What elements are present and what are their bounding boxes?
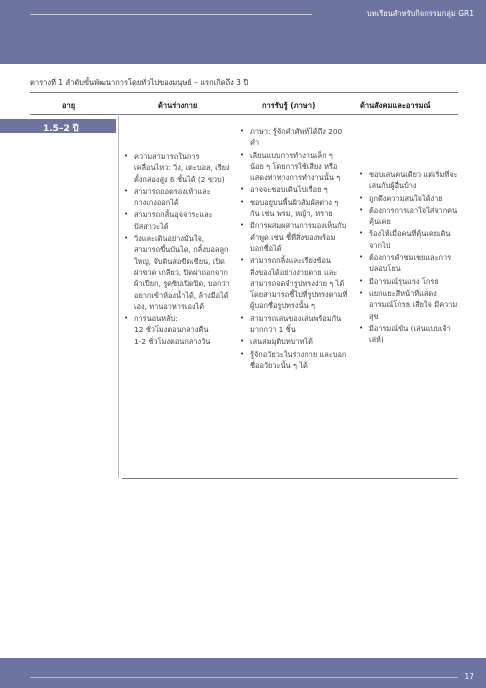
cognitive-item-text: ชอบอยู่บนพื้นผิวสัมผัสต่าง ๆ กัน เช่น พรม, หญ้า, ทราย — [250, 197, 339, 219]
physical-item-text: สามารถถอดรองเท้าและกางเกงออกได้ — [134, 186, 211, 208]
cognitive-list — [240, 126, 348, 372]
cognitive-item-text: เลียนแบบการทำงานเล็ก ๆ น้อย ๆ โดยการใช้เสียง หรือแสดงท่าทางการทำงานนั้น ๆ — [250, 150, 341, 183]
social-item-text: มีอารมณ์รุนแรง โกรธ — [369, 276, 439, 286]
social-item — [359, 288, 459, 322]
physical-item — [124, 313, 230, 347]
cognitive-item — [240, 126, 348, 149]
social-item — [359, 276, 459, 287]
cognitive-item — [240, 349, 348, 372]
social-item-text: ชอบเล่นคนเดียว แต่เริ่มที่จะเล่นกับผู้อื่นบ้าง — [369, 170, 458, 191]
cognitive-item — [240, 197, 348, 220]
physical-item — [124, 209, 230, 232]
social-item — [359, 205, 459, 228]
physical-item — [124, 151, 230, 185]
header-physical: ด้านร่างกาย — [158, 101, 198, 110]
cognitive-item-text: อาจจะชอบเดินไปเรื่อย ๆ — [250, 185, 328, 195]
cognitive-item — [240, 336, 348, 347]
physical-item-text: วิ่งและเดินอย่างมั่นใจ, สามารถขึ้นบันได, กลิ้งบอลลูกใหญ่, จับดินสอขีดเขียน, เปิดฝาขวด เกลียว, ปิดฝาถอกจากผ้าเปียก, รูดซิปเปิดปิด, บอกว่าอยากเข้าห้องน้ำได้, ล้างมือได้เอง, ทานอาหารเองได้ — [134, 234, 230, 311]
cognitive-item-text: รู้จักอวัยวะในร่างกาย และบอกชื่ออวัยวะนั้น ๆ ได้ — [250, 349, 347, 370]
physical-item — [124, 233, 230, 312]
social-list — [359, 169, 459, 346]
footer-rule — [30, 677, 458, 678]
cognitive-item — [240, 150, 348, 184]
social-item-text: มีอารมณ์ขัน (เล่นแบบเจ้าเล่ห์) — [369, 323, 451, 345]
header-rule — [30, 14, 312, 15]
age-label: 1.5–2 ปี — [43, 124, 79, 134]
header-rule-bottom — [30, 114, 458, 115]
cognitive-item-text: สามารถกลิ้งและเรียงซ้อนสิ่งของได้อย่างง่ายดาย และสามารถจดจำรูปทรงง่าย ๆ ได้โดยสามารถชี้ไปที่รูปทรงตามที่ผู้บอกชื่อรูปทรงนั้น ๆ — [250, 256, 348, 311]
header-age: อายุ — [62, 101, 76, 110]
physical-item-text: ความสามารถในการเคลื่อนไหว: วิ่ง, เตะบอล, เรียงตั้งกล่องสูง 6 ชั้นได้ (2 ขวบ) — [134, 152, 230, 184]
table-top-rule — [30, 92, 458, 93]
table-caption: ตารางที่ 1 ลำดับขั้นพัฒนาการโดยทั่วไปของมนุษย์ – แรกเกิดถึง 3 ปี — [30, 78, 249, 87]
header-social: ด้านสังคมและอารมณ์ — [360, 101, 431, 110]
physical-list — [124, 151, 230, 348]
cognitive-item — [240, 255, 348, 311]
cognitive-item — [240, 313, 348, 336]
cognitive-item-text: มีการผสมผสานการมองเห็นกับคำพูด เช่น ชี้ที่สิ่งของพร้อมบอกชื่อได้ — [250, 221, 347, 253]
sleep-detail: 1-2 ชั่วโมงตอนกลางวัน — [134, 336, 211, 346]
table-bottom-rule — [122, 478, 458, 479]
footer-band — [0, 658, 486, 688]
social-item-text: ต้องการคำชมเชยและการปลอบโยน — [369, 253, 452, 274]
social-item — [359, 228, 459, 251]
header-cognitive: การรับรู้ (ภาษา) — [262, 101, 316, 110]
social-item-text: แยกแยะสีหน้าที่แสดงอารมณ์โกรธ เสียใจ มีความสุข — [369, 288, 458, 321]
cognitive-item-text: เล่นสมมุติบทบาทได้ — [250, 337, 313, 347]
social-item-text: ร้องไห้เมื่อคนที่คุ้นเคยเดินจากไป — [369, 229, 451, 250]
physical-item — [124, 186, 230, 209]
social-item — [359, 252, 459, 275]
social-item — [359, 323, 459, 346]
cognitive-item — [240, 220, 348, 254]
physical-item-text: การนอนหลับ: — [134, 314, 178, 324]
social-item — [359, 169, 459, 192]
running-head: บทเรียนสำหรับกิจกรรมกลุ่ม GR1 — [366, 9, 474, 18]
cognitive-item — [240, 184, 348, 195]
social-item-text: ถูกดึงความสนใจได้ง่าย — [369, 193, 443, 203]
cognitive-item-text: ภาษา: รู้จักคำศัพท์ได้ถึง 200 คำ — [250, 127, 343, 148]
cognitive-item-text: สามารถเล่นของเล่นพร้อมกันมากกว่า 1 ชิ้น — [250, 313, 342, 335]
social-item — [359, 193, 459, 204]
column-separator — [118, 116, 119, 478]
page-number: 17 — [464, 672, 474, 681]
sleep-detail: 12 ชั่วโมงตอนกลางคืน — [134, 325, 209, 335]
social-item-text: ต้องการการเอาใจใส่จากคนคุ้นเคย — [369, 205, 458, 227]
physical-item-text: สามารถกลั้นอุจจาระและปัสสาวะได้ — [134, 210, 213, 231]
